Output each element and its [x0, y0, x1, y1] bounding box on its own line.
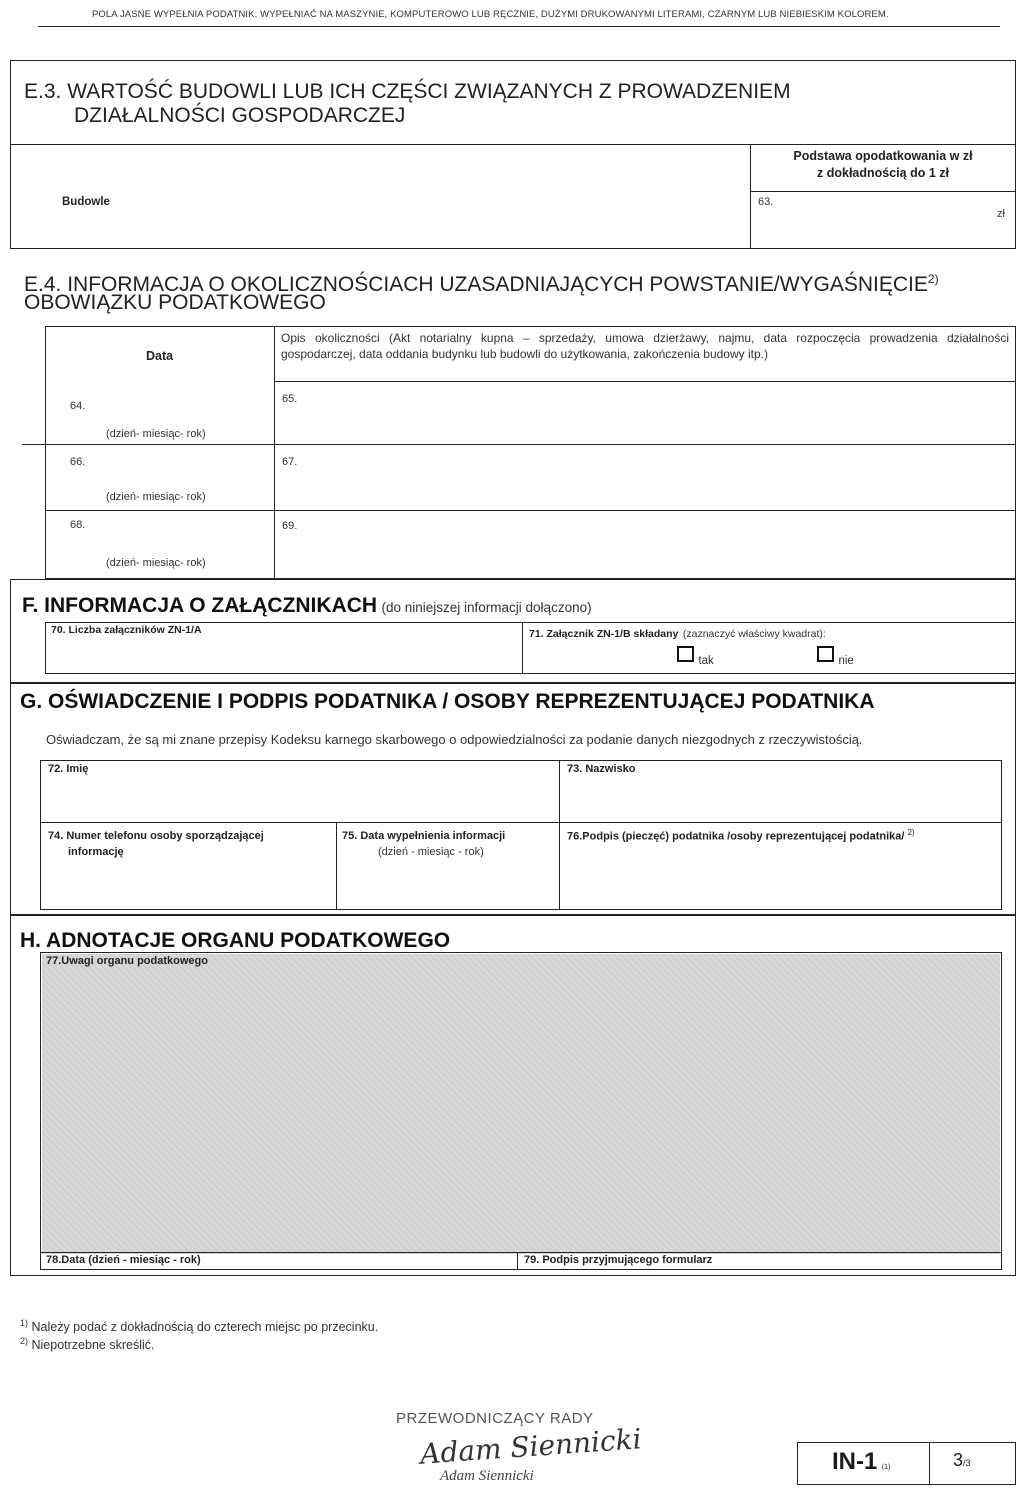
option-yes[interactable] — [677, 645, 714, 667]
field-70-input[interactable] — [50, 640, 516, 670]
checkbox-no[interactable] — [817, 646, 834, 662]
divider — [750, 191, 1016, 192]
section-f-title-note: (do niniejszej informacji dołączono) — [381, 600, 592, 615]
section-h-title: H. ADNOTACJE ORGANU PODATKOWEGO — [20, 929, 451, 952]
footnote-2-text: Niepotrzebne skreślić. — [31, 1338, 155, 1353]
divider — [522, 622, 523, 674]
divider — [336, 822, 337, 910]
field-72-label: 72. Imię — [48, 763, 89, 775]
footnote-2 — [20, 1336, 154, 1352]
field-75-input[interactable] — [340, 864, 554, 906]
date-format-hint: (dzień- miesiąc- rok) — [106, 557, 206, 569]
field-71-label-text: 71. Załącznik ZN-1/B składany — [529, 628, 679, 640]
field-78-label: 78.Data (dzień - miesiąc - rok) — [46, 1254, 201, 1266]
page-current: 3 — [953, 1450, 964, 1470]
section-e3-title: E.3. WARTOŚĆ BUDOWLI LUB ICH CZĘŚCI ZWIĄZANYCH Z PROWADZENIEM — [24, 80, 791, 103]
divider — [40, 1252, 1002, 1253]
section-f-title-text: F. INFORMACJA O ZAŁĄCZNIKACH — [22, 594, 378, 617]
row-divider — [274, 444, 1016, 445]
form-code — [832, 1448, 890, 1476]
row-divider — [45, 510, 1016, 511]
divider — [929, 1442, 930, 1485]
field-63-input[interactable] — [758, 210, 998, 244]
stamp-title: PRZEWODNICZĄCY RADY — [396, 1410, 594, 1427]
footnote-2-mark: 2) — [20, 1336, 29, 1346]
currency-unit: zł — [997, 208, 1005, 220]
field-69-number: 69. — [282, 520, 298, 532]
statement-text: Oświadczam, że są mi znane przepisy Kodeksu karnego skarbowego o odpowiedzialności za podanie danych niezgodnych z rzeczywistością. — [46, 732, 863, 747]
section-e4-title-cont: OBOWIĄZKU PODATKOWEGO — [24, 291, 326, 314]
divider — [559, 760, 560, 822]
footnote-1 — [20, 1318, 378, 1334]
footnote-ref: 2) — [907, 828, 915, 837]
footnote-1-text: Należy podać z dokładnością do czterech miejsc po przecinku. — [31, 1320, 379, 1335]
field-74-input[interactable] — [46, 864, 332, 906]
divider — [40, 822, 1002, 823]
divider — [517, 1252, 518, 1270]
field-69-input[interactable] — [280, 524, 1010, 574]
field-65-number: 65. — [282, 393, 298, 405]
form-instruction: POLA JASNE WYPEŁNIA PODATNIK. WYPEŁNIAĆ NA MASZYNIE, KOMPUTEROWO LUB RĘCZNIE, DUŻYMI DRUKOWANYMI LITERAMI, CZARNYM LUB NIEBIESKIM KOLOREM. — [92, 9, 889, 20]
date-format-hint: (dzień- miesiąc- rok) — [106, 428, 206, 440]
page-total: /3 — [963, 1458, 971, 1468]
header-rule — [38, 26, 1000, 27]
footnote-ref: 2) — [927, 272, 939, 286]
field-68-input[interactable] — [60, 524, 270, 554]
tax-base-label — [750, 148, 1016, 182]
field-73-label: 73. Nazwisko — [567, 763, 636, 775]
field-65-input[interactable] — [280, 398, 1010, 442]
column-description-header: Opis okoliczności (Akt notarialny kupna – sprzedaży, umowa dzierżawy, najmu, data rozpoczęcia prowadzenia działalności gospodarczej, data oddania budynku lub budowli do użytkowania, zakończenia budowy itp.) — [281, 331, 1009, 361]
form-code-text: IN-1 — [832, 1448, 878, 1475]
divider — [559, 822, 560, 910]
field-71-label — [529, 624, 826, 642]
field-74-label — [48, 828, 264, 860]
stamp-name: Adam Siennicki — [440, 1468, 534, 1484]
section-e4-title-text: E.4. INFORMACJA O OKOLICZNOŚCIACH UZASADNIAJĄCYCH POWSTANIE/WYGAŚNIĘCIE — [24, 273, 928, 296]
divider — [274, 381, 1016, 382]
row-divider — [22, 444, 274, 445]
field-67-input[interactable] — [280, 460, 1010, 506]
field-77-label: 77.Uwagi organu podatkowego — [46, 955, 208, 967]
form-version: (1) — [881, 1464, 891, 1471]
column-date-header: Data — [146, 349, 174, 363]
section-f-title — [22, 594, 592, 618]
field-64-input[interactable] — [60, 398, 270, 426]
field-74-label-line1: 74. Numer telefonu osoby sporządzającej — [48, 830, 264, 842]
option-no-label: nie — [838, 655, 854, 667]
buildings-label: Budowle — [62, 196, 110, 208]
date-format-hint: (dzień- miesiąc- rok) — [106, 491, 206, 503]
field-71-label-note: (zaznaczyć właściwy kwadrat): — [682, 628, 826, 640]
field-76-label — [567, 828, 915, 843]
field-67-number: 67. — [282, 456, 298, 468]
footnote-1-mark: 1) — [20, 1318, 29, 1328]
page-number — [953, 1450, 971, 1471]
field-74-label-line2: informację — [68, 846, 124, 858]
field-64-number: 64. — [70, 400, 86, 412]
field-63-number: 63. — [758, 196, 774, 208]
field-66-input[interactable] — [60, 460, 270, 488]
section-g-title: G. OŚWIADCZENIE I PODPIS PODATNIKA / OSOBY REPREZENTUJĄCEJ PODATNIKA — [20, 690, 875, 713]
tax-base-label-line2: z dokładnością do 1 zł — [817, 166, 949, 180]
divider — [274, 326, 275, 579]
form-id-box — [797, 1442, 1016, 1485]
field-70-label: 70. Liczba załączników ZN-1/A — [51, 624, 202, 636]
field-73-input[interactable] — [565, 778, 997, 818]
option-no[interactable] — [817, 645, 854, 667]
checkbox-yes[interactable] — [677, 646, 694, 662]
field-66-number: 66. — [70, 456, 86, 468]
option-yes-label: tak — [698, 655, 714, 667]
official-notes-table — [40, 952, 1002, 1270]
field-75-label — [342, 828, 505, 860]
divider — [10, 144, 1016, 145]
tax-base-label-line1: Podstawa opodatkowania w zł — [793, 149, 973, 163]
handwritten-signature: Adam Siennicki — [419, 1422, 643, 1471]
field-75-label-line1: 75. Data wypełnienia informacji — [342, 830, 506, 842]
field-76-label-text: 76.Podpis (pieczęć) podatnika /osoby reprezentującej podatnika/ — [567, 830, 905, 843]
field-76-input[interactable] — [565, 846, 997, 906]
field-79-label: 79. Podpis przyjmującego formularz — [524, 1254, 713, 1266]
field-68-number: 68. — [70, 519, 86, 531]
field-75-label-line2: (dzień - miesiąc - rok) — [378, 846, 484, 858]
field-72-input[interactable] — [46, 778, 554, 818]
section-e3-title-cont: DZIAŁALNOŚCI GOSPODARCZEJ — [74, 104, 406, 127]
